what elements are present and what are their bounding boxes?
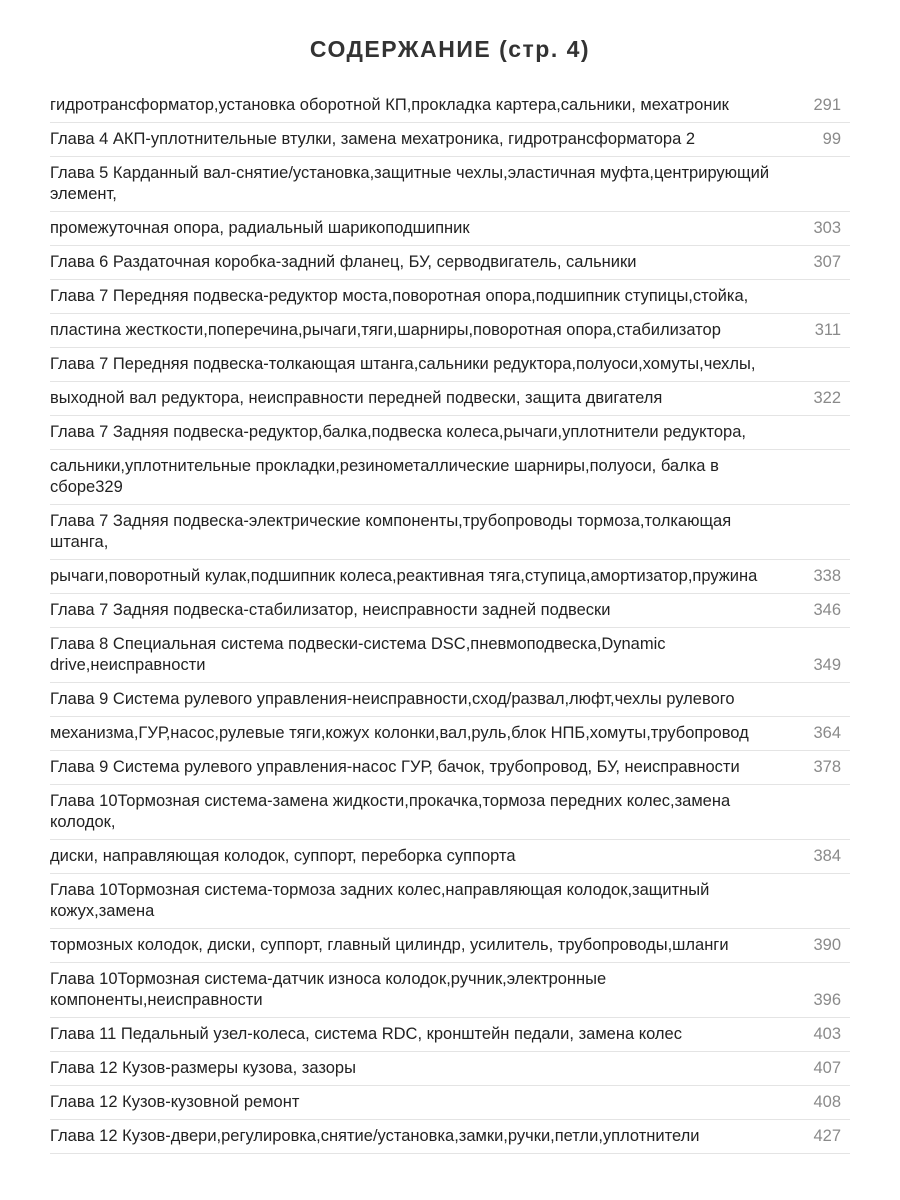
page-title: СОДЕРЖАНИЕ (стр. 4) [309, 36, 591, 62]
toc-entry-page: 322 [813, 389, 841, 407]
toc-entry-page: 349 [813, 656, 841, 674]
toc-entry [50, 929, 850, 963]
toc-entry-page: 338 [813, 567, 841, 585]
toc-entry [50, 348, 850, 382]
toc-entry-page: 390 [813, 936, 841, 954]
toc-entry [50, 246, 850, 280]
toc-entry-text: выходной вал редуктора, неисправности передней подвески, защита двигателя [50, 389, 663, 407]
toc-entry-text: гидротрансформатор,установка оборотной КП,прокладка картера,сальники, мехатроник [50, 96, 729, 114]
toc-entry [50, 280, 850, 314]
toc-entry-page: 364 [813, 724, 841, 742]
toc-entry-text: тормозных колодок, диски, суппорт, главный цилиндр, усилитель, трубопроводы,шланги [50, 936, 729, 954]
toc-entry-page: 396 [813, 991, 841, 1009]
toc-entry [50, 89, 850, 123]
toc-entry [50, 314, 850, 348]
toc-entry [50, 874, 850, 929]
toc-entry-text: Глава 7 Задняя подвеска-стабилизатор, неисправности задней подвески [50, 601, 611, 619]
toc-entry-text: Глава 7 Задняя подвеска-электрические компоненты,трубопроводы тормоза,толкающая штанга, [50, 512, 732, 551]
toc-entry [50, 212, 850, 246]
toc-entry [50, 594, 850, 628]
toc-entry-text: Глава 9 Система рулевого управления-неисправности,сход/развал,люфт,чехлы рулевого [50, 690, 735, 708]
toc-entry-text: механизма,ГУР,насос,рулевые тяги,кожух колонки,вал,руль,блок НПБ,хомуты,трубопровод [50, 724, 749, 742]
toc-entry-page: 384 [813, 847, 841, 865]
toc-entry-text: пластина жесткости,поперечина,рычаги,тяги,шарниры,поворотная опора,стабилизатор [50, 321, 721, 339]
toc-entry-page: 427 [813, 1127, 841, 1145]
toc-entry [50, 1052, 850, 1086]
toc-entry-page: 311 [814, 321, 841, 339]
toc-entry-text: Глава 9 Система рулевого управления-насос ГУР, бачок, трубопровод, БУ, неисправности [50, 758, 740, 776]
table-of-contents [50, 89, 850, 1154]
toc-entry-text: рычаги,поворотный кулак,подшипник колеса,реактивная тяга,ступица,амортизатор,пружина [50, 567, 758, 585]
toc-entry-text: Глава 12 Кузов-кузовной ремонт [50, 1093, 300, 1111]
toc-entry-text: Глава 5 Карданный вал-снятие/установка,защитные чехлы,эластичная муфта,центрирующий элемент, [50, 164, 770, 203]
toc-entry [50, 560, 850, 594]
toc-entry-text: диски, направляющая колодок, суппорт, переборка суппорта [50, 847, 516, 865]
toc-entry-text: Глава 10Тормозная система-датчик износа колодок,ручник,электронные компоненты,неисправности [50, 970, 607, 1009]
toc-entry-text: Глава 4 АКП-уплотнительные втулки, замена мехатроника, гидротрансформатора 2 [50, 130, 696, 148]
toc-entry [50, 382, 850, 416]
toc-entry-page: 378 [813, 758, 841, 776]
toc-entry-text: Глава 6 Раздаточная коробка-задний фланец, БУ, серводвигатель, сальники [50, 253, 637, 271]
toc-entry-page: 403 [813, 1025, 841, 1043]
toc-entry-text: Глава 7 Передняя подвеска-редуктор моста,поворотная опора,подшипник ступицы,стойка, [50, 287, 749, 305]
toc-entry [50, 840, 850, 874]
toc-entry [50, 683, 850, 717]
toc-entry [50, 785, 850, 840]
toc-entry-text: Глава 7 Передняя подвеска-толкающая штанга,сальники редуктора,полуоси,хомуты,чехлы, [50, 355, 756, 373]
toc-entry [50, 450, 850, 505]
toc-entry-text: сальники,уплотнительные прокладки,резинометаллические шарниры,полуоси, балка в сборе329 [50, 457, 719, 496]
toc-entry-text: Глава 10Тормозная система-тормоза задних колес,направляющая колодок,защитный кожух,замена [50, 881, 710, 920]
toc-entry [50, 505, 850, 560]
toc-entry [50, 1086, 850, 1120]
toc-entry-page: 99 [822, 130, 841, 148]
toc-entry-page: 407 [813, 1059, 841, 1077]
toc-entry-text: Глава 10Тормозная система-замена жидкости,прокачка,тормоза передних колес,замена колодок, [50, 792, 731, 831]
toc-entry-text: Глава 12 Кузов-размеры кузова, зазоры [50, 1059, 356, 1077]
toc-entry [50, 751, 850, 785]
toc-entry-page: 303 [813, 219, 841, 237]
toc-entry [50, 1120, 850, 1154]
toc-entry [50, 628, 850, 683]
toc-entry [50, 416, 850, 450]
toc-entry-page: 291 [813, 96, 841, 114]
toc-entry [50, 123, 850, 157]
toc-entry-page: 307 [813, 253, 841, 271]
toc-entry-text: промежуточная опора, радиальный шарикоподшипник [50, 219, 470, 237]
toc-entry-text: Глава 8 Специальная система подвески-система DSC,пневмоподвеска,Dynamic drive,неисправности [50, 635, 666, 674]
toc-entry-text: Глава 11 Педальный узел-колеса, система RDC, кронштейн педали, замена колес [50, 1025, 682, 1043]
toc-entry-page: 346 [813, 601, 841, 619]
toc-entry [50, 157, 850, 212]
toc-entry [50, 1018, 850, 1052]
toc-entry [50, 963, 850, 1018]
toc-entry [50, 717, 850, 751]
toc-entry-page: 408 [813, 1093, 841, 1111]
toc-entry-text: Глава 12 Кузов-двери,регулировка,снятие/установка,замки,ручки,петли,уплотнители [50, 1127, 700, 1145]
toc-entry-text: Глава 7 Задняя подвеска-редуктор,балка,подвеска колеса,рычаги,уплотнители редуктора, [50, 423, 746, 441]
